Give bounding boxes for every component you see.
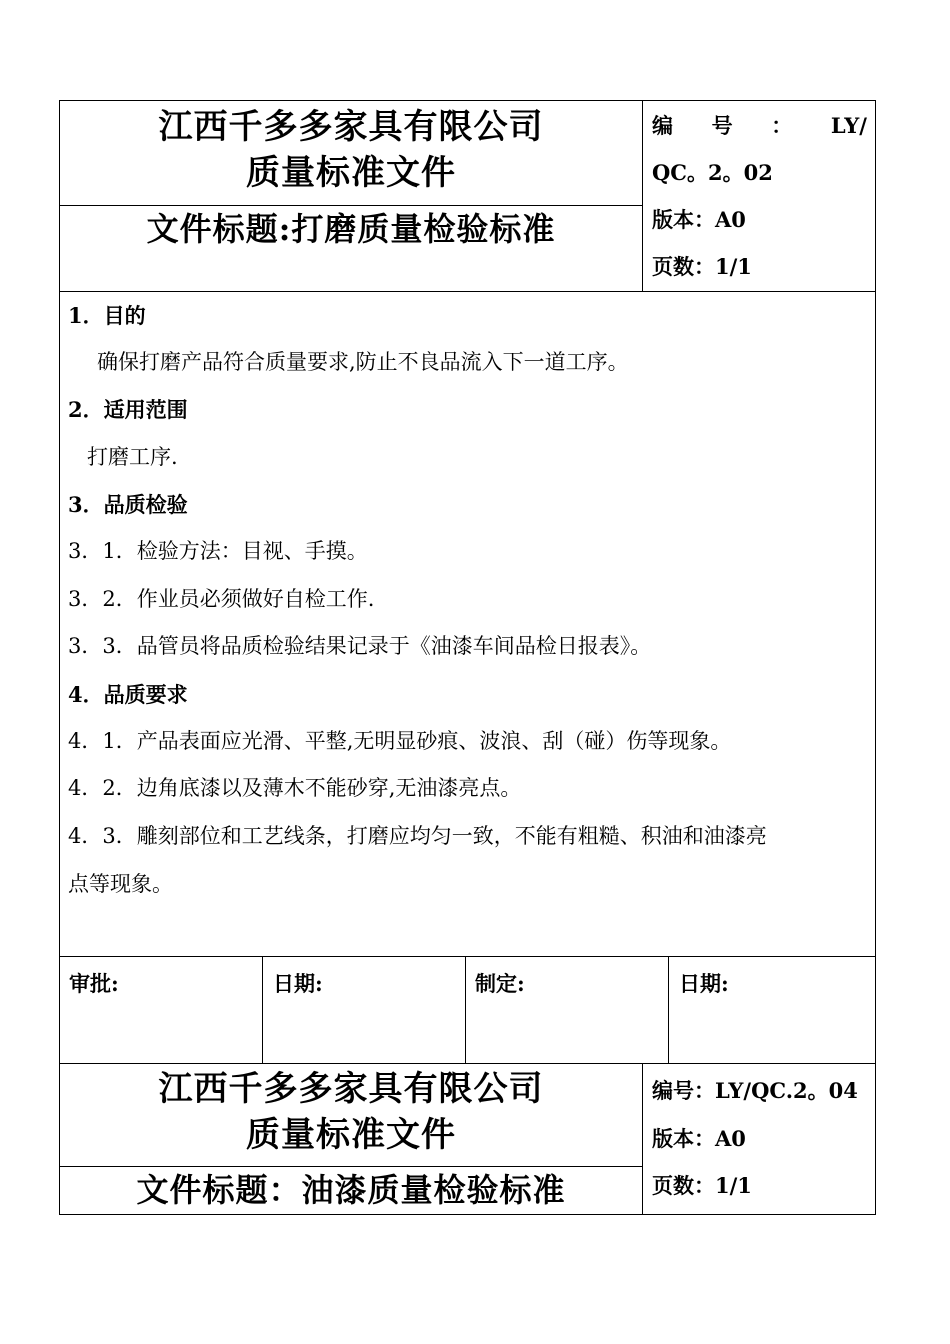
section-1-text: 确保打磨产品符合质量要求,防止不良品流入下一道工序。 — [97, 350, 629, 374]
section-4-3-line1: 4．3．雕刻部位和工艺线条，打磨应均匀一致，不能有粗糙、积油和油漆亮 — [68, 824, 767, 848]
number-char-4: LY/ — [830, 113, 867, 138]
section-4-1: 4．1．产品表面应光滑、平整,无明显砂痕、波浪、刮（碰）伤等现象。 — [68, 729, 732, 753]
document-type: 质量标准文件 — [246, 153, 456, 193]
document-title: 文件标题:打磨质量检验标准 — [146, 210, 556, 248]
document-pages: 页数：1/1 — [652, 254, 752, 279]
section-1-heading: 1．目的 — [68, 303, 146, 328]
prepare-label: 制定: — [475, 971, 525, 996]
header-bottom-line — [59, 291, 876, 292]
company-name: 江西千多多家具有限公司 — [158, 107, 544, 147]
signoff-divider-2 — [465, 956, 466, 1064]
second-document-pages: 页数：1/1 — [652, 1173, 752, 1198]
signoff-divider-1 — [262, 956, 263, 1064]
document-number-line1 — [652, 102, 867, 149]
section-4-2: 4．2．边角底漆以及薄木不能砂穿,无油漆亮点。 — [68, 776, 522, 800]
section-2-heading: 2．适用范围 — [68, 397, 188, 422]
section-3-2: 3．2．作业员必须做好自检工作. — [68, 587, 375, 611]
section-4-3-line2: 点等现象。 — [68, 872, 173, 896]
number-char-3: ： — [771, 113, 793, 138]
section-3-heading: 3．品质检验 — [68, 492, 188, 517]
document-version: 版本：A0 — [652, 207, 746, 232]
prepare-date-label: 日期: — [679, 971, 729, 996]
second-company-name: 江西千多多家具有限公司 — [158, 1069, 544, 1109]
second-document-title: 文件标题：油漆质量检验标准 — [136, 1171, 566, 1209]
section-3-1: 3．1．检验方法：目视、手摸。 — [68, 539, 368, 563]
signoff-top-line — [59, 956, 876, 957]
document-number-value: QC。2。02 — [652, 160, 773, 185]
signoff-divider-3 — [668, 956, 669, 1064]
number-char-1: 编 — [652, 113, 673, 138]
section-3-3: 3．3．品管员将品质检验结果记录于《油漆车间品检日报表》。 — [68, 634, 652, 658]
second-document-number: 编号：LY/QC.2。04 — [652, 1078, 858, 1103]
second-document-type: 质量标准文件 — [246, 1115, 456, 1155]
approve-label: 审批: — [69, 971, 119, 996]
section-2-text: 打磨工序. — [87, 445, 178, 469]
number-char-2: 号 — [711, 113, 733, 138]
approve-date-label: 日期: — [273, 971, 323, 996]
second-document-version: 版本：A0 — [652, 1126, 746, 1151]
section-4-heading: 4．品质要求 — [68, 682, 188, 707]
